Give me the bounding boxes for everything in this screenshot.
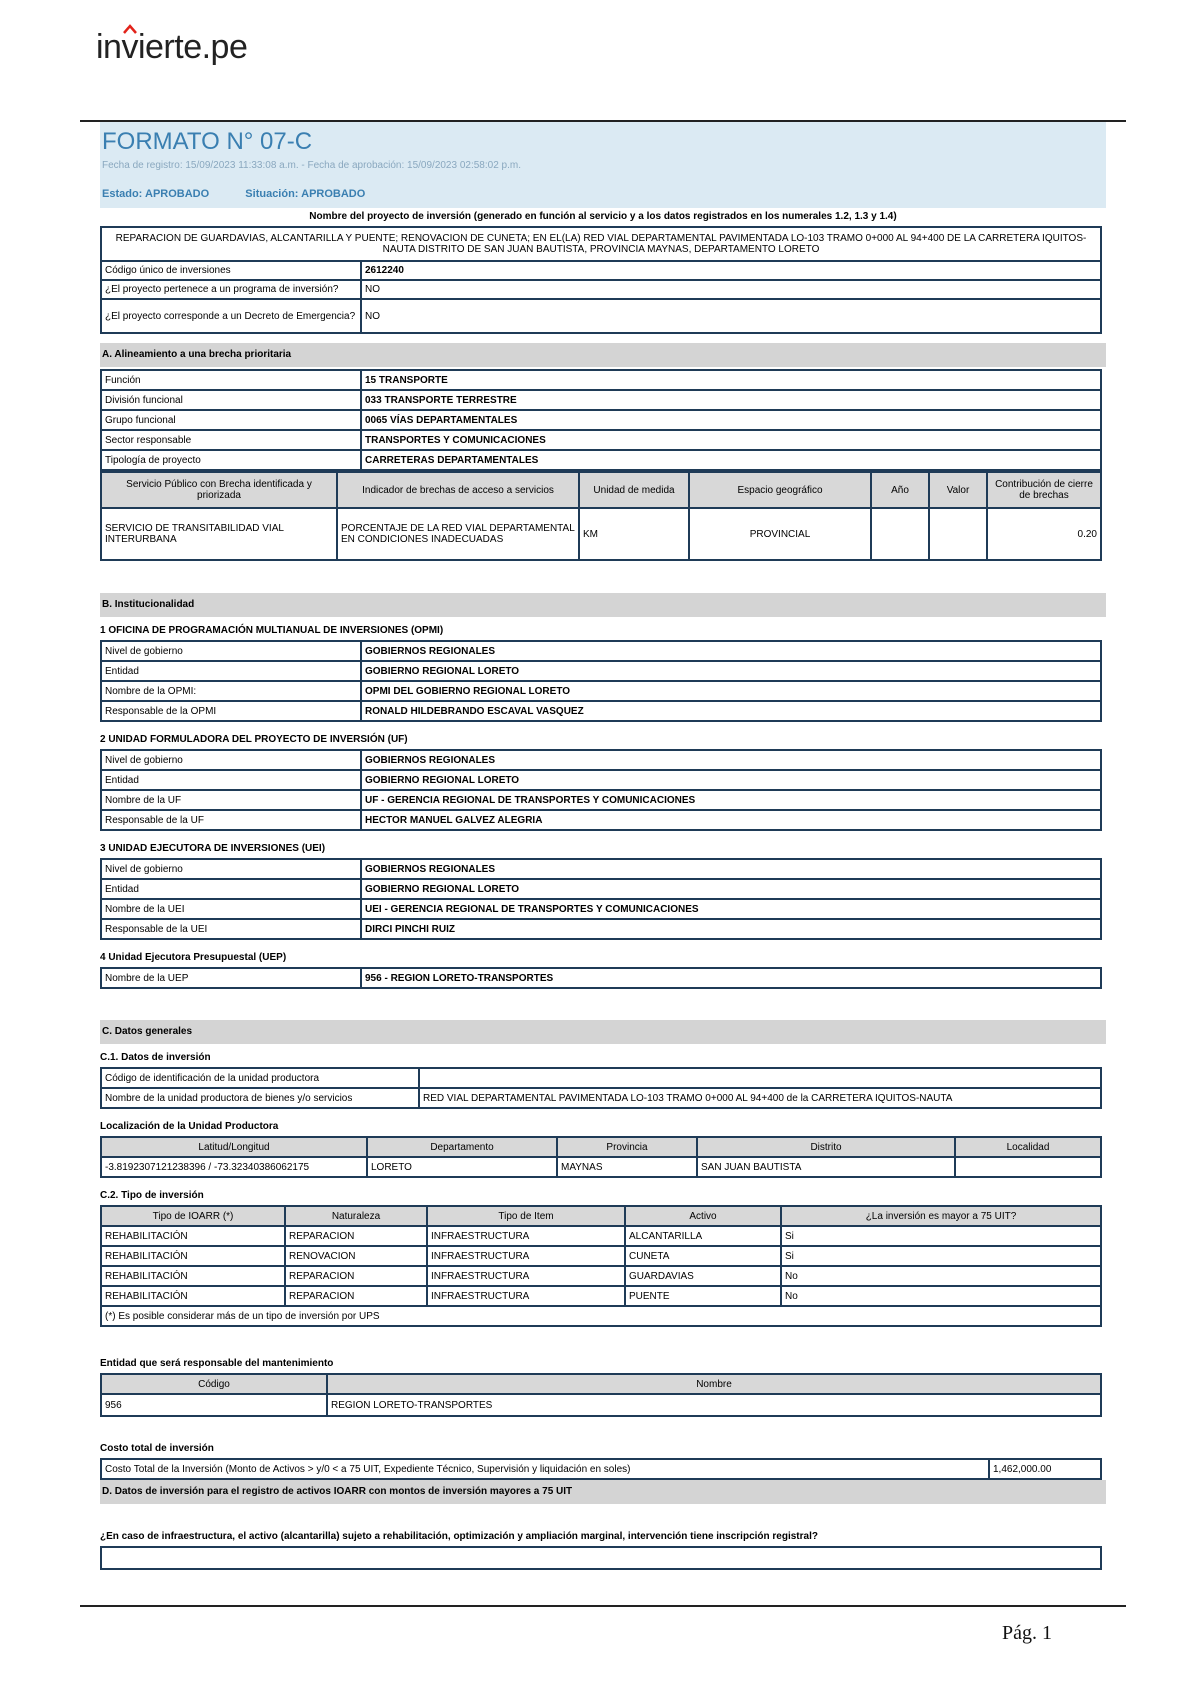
uf-title: 2 UNIDAD FORMULADORA DEL PROYECTO DE INVERSIÓN (UF) [100, 734, 408, 745]
table-header-cell: Servicio Público con Brecha identificada y priorizada [101, 472, 337, 508]
logo-chevron-icon [123, 24, 137, 34]
table-cell: DIRCI PINCHI RUIZ [361, 919, 1101, 939]
table-cell: PUENTE [625, 1286, 781, 1306]
table-header-cell: Indicador de brechas de acceso a servicios [337, 472, 579, 508]
table-row [101, 681, 1101, 701]
table-cell: División funcional [101, 390, 361, 410]
status-line: Estado: APROBADO Situación: APROBADO [102, 188, 366, 200]
estado-value: APROBADO [145, 188, 210, 200]
table-cell: GOBIERNO REGIONAL LORETO [361, 661, 1101, 681]
c2-title: C.2. Tipo de inversión [100, 1190, 204, 1201]
table-row [101, 1088, 1101, 1108]
table-header-cell: Naturaleza [285, 1206, 427, 1226]
costo-total-title: Costo total de inversión [100, 1443, 214, 1454]
table-cell: REHABILITACIÓN [101, 1286, 285, 1306]
section-d-title: D. Datos de inversión para el registro de activos IOARR con montos de inversión mayores a 75 UIT [100, 1480, 1106, 1504]
table-cell: GOBIERNOS REGIONALES [361, 750, 1101, 770]
section-c-title: C. Datos generales [100, 1020, 1106, 1044]
table-cell: No [781, 1266, 1101, 1286]
table-cell [871, 508, 929, 560]
table-cell: KM [579, 508, 689, 560]
table-cell: GOBIERNO REGIONAL LORETO [361, 770, 1101, 790]
uei-title: 3 UNIDAD EJECUTORA DE INVERSIONES (UEI) [100, 843, 326, 854]
situacion-value: APROBADO [301, 188, 366, 200]
table-row [101, 1547, 1101, 1569]
table-row [101, 790, 1101, 810]
uf-table [100, 749, 1102, 831]
table-row [101, 1246, 1101, 1266]
table-cell: 2612240 [361, 261, 1101, 280]
table-cell: RENOVACION [285, 1246, 427, 1266]
table-row [101, 508, 1101, 560]
section-d-answer [101, 1547, 1101, 1569]
section-a-title: A. Alineamiento a una brecha prioritaria [100, 343, 1106, 367]
table-row [101, 410, 1101, 430]
table-cell: REPARACION [285, 1286, 427, 1306]
project-name: REPARACION DE GUARDAVIAS, ALCANTARILLA Y PUENTE; RENOVACION DE CUNETA; EN EL(LA) RED VIAL DEPARTAMENTAL PAVIMENTADA LO-103 TRAMO 0+000 AL 94+400 DE LA CARRETERA IQUITOS-NAUTA DISTRITO DE SAN JUAN BAUTISTA, PROVINCIA MAYNAS, DEPARTAMENTO LORETO [101, 227, 1101, 261]
bottom-rule [80, 1605, 1126, 1607]
entidad-mantenimiento-table [100, 1373, 1102, 1417]
table-cell: Sector responsable [101, 430, 361, 450]
table-header-cell: Departamento [367, 1137, 557, 1157]
table-cell: OPMI DEL GOBIERNO REGIONAL LORETO [361, 681, 1101, 701]
brecha-table [100, 471, 1102, 561]
table-cell: Responsable de la UEI [101, 919, 361, 939]
table-header-cell: Código [101, 1374, 327, 1394]
table-cell: TRANSPORTES Y COMUNICACIONES [361, 430, 1101, 450]
table-cell: Nivel de gobierno [101, 641, 361, 661]
table-cell [929, 508, 987, 560]
table-row [101, 472, 1101, 508]
project-general-table [100, 226, 1102, 334]
table-cell: CARRETERAS DEPARTAMENTALES [361, 450, 1101, 470]
table-cell: SERVICIO DE TRANSITABILIDAD VIAL INTERURBANA [101, 508, 337, 560]
table-cell: Nombre de la UEP [101, 968, 361, 988]
localizacion-title: Localización de la Unidad Productora [100, 1121, 279, 1132]
table-row [101, 450, 1101, 470]
table-row [101, 641, 1101, 661]
invierte-pe-logo: inv ierte.pe [96, 28, 247, 67]
table-cell: Responsable de la UF [101, 810, 361, 830]
table-header-cell: Tipo de IOARR (*) [101, 1206, 285, 1226]
entidad-mantenimiento-title: Entidad que será responsable del mantenimiento [100, 1358, 334, 1369]
uei-table [100, 858, 1102, 940]
table-cell: Grupo funcional [101, 410, 361, 430]
format-title: FORMATO N° 07-C [102, 128, 313, 155]
table-row [101, 1374, 1101, 1394]
table-cell: 956 [101, 1394, 327, 1416]
table-header-cell: Activo [625, 1206, 781, 1226]
table-cell: REHABILITACIÓN [101, 1246, 285, 1266]
table-header-cell: Tipo de Item [427, 1206, 625, 1226]
table-cell: -3.8192307121238396 / -73.32340386062175 [101, 1157, 367, 1177]
table-cell [955, 1157, 1101, 1177]
table-row [101, 1286, 1101, 1306]
c1-title: C.1. Datos de inversión [100, 1052, 211, 1063]
costo-total-table [100, 1458, 1102, 1480]
table-header-cell: Contribución de cierre de brechas [987, 472, 1101, 508]
table-cell: No [781, 1286, 1101, 1306]
table-row [101, 227, 1101, 261]
table-cell: GUARDAVIAS [625, 1266, 781, 1286]
table-cell: REPARACION [285, 1266, 427, 1286]
table-row [101, 261, 1101, 280]
table-cell: MAYNAS [557, 1157, 697, 1177]
table-cell: NO [361, 299, 1101, 333]
table-cell: Entidad [101, 770, 361, 790]
table-cell: HECTOR MANUEL GALVEZ ALEGRIA [361, 810, 1101, 830]
table-cell: ALCANTARILLA [625, 1226, 781, 1246]
table-row [101, 299, 1101, 333]
table-cell: UF - GERENCIA REGIONAL DE TRANSPORTES Y COMUNICACIONES [361, 790, 1101, 810]
table-cell: Nombre de la unidad productora de bienes y/o servicios [101, 1088, 419, 1108]
table-row [101, 1068, 1101, 1088]
table-header-cell: ¿La inversión es mayor a 75 UIT? [781, 1206, 1101, 1226]
section-d-answer-table [100, 1546, 1102, 1570]
table-cell: REHABILITACIÓN [101, 1226, 285, 1246]
table-cell: ¿El proyecto pertenece a un programa de inversión? [101, 280, 361, 299]
table-row [101, 1394, 1101, 1416]
table-cell: RONALD HILDEBRANDO ESCAVAL VASQUEZ [361, 701, 1101, 721]
table-row [101, 859, 1101, 879]
localizacion-table [100, 1136, 1102, 1178]
table-cell: NO [361, 280, 1101, 299]
table-cell: CUNETA [625, 1246, 781, 1266]
table-header-cell: Provincia [557, 1137, 697, 1157]
costo-total-value: 1,462,000.00 [989, 1459, 1101, 1479]
table-cell: Nivel de gobierno [101, 859, 361, 879]
table-cell: GOBIERNOS REGIONALES [361, 641, 1101, 661]
table-header-cell: Unidad de medida [579, 472, 689, 508]
table-cell: Entidad [101, 661, 361, 681]
table-row [101, 899, 1101, 919]
table-cell: 0.20 [987, 508, 1101, 560]
page-number: Pág. 1 [1002, 1622, 1052, 1644]
table-cell: ¿El proyecto corresponde a un Decreto de Emergencia? [101, 299, 361, 333]
table-cell: Costo Total de la Inversión (Monto de Activos > y/0 < a 75 UIT, Expediente Técnico, Supervisión y liquidación en soles) [101, 1459, 989, 1479]
table-row [101, 1226, 1101, 1246]
table-cell: 956 - REGION LORETO-TRANSPORTES [361, 968, 1101, 988]
table-row [101, 701, 1101, 721]
table-cell: Nivel de gobierno [101, 750, 361, 770]
table-cell: REHABILITACIÓN [101, 1266, 285, 1286]
format-header [100, 122, 1106, 208]
table-cell: Entidad [101, 879, 361, 899]
opmi-table [100, 640, 1102, 722]
table-row [101, 919, 1101, 939]
table-row [101, 770, 1101, 790]
table-row [101, 879, 1101, 899]
table-cell: Tipología de proyecto [101, 450, 361, 470]
table-row [101, 1137, 1101, 1157]
ioarr-note: (*) Es posible considerar más de un tipo de inversión por UPS [101, 1306, 1101, 1326]
table-cell: INFRAESTRUCTURA [427, 1246, 625, 1266]
table-header-cell: Distrito [697, 1137, 955, 1157]
table-row [101, 968, 1101, 988]
table-cell: Código único de inversiones [101, 261, 361, 280]
table-cell: Nombre de la UF [101, 790, 361, 810]
table-header-cell: Año [871, 472, 929, 508]
table-cell: Función [101, 370, 361, 390]
project-name-caption: Nombre del proyecto de inversión (generado en función al servicio y a los datos registrados en los numerales 1.2, 1.3 y 1.4) [309, 211, 897, 222]
table-row [101, 1459, 1101, 1479]
table-row [101, 1266, 1101, 1286]
table-cell: REGION LORETO-TRANSPORTES [327, 1394, 1101, 1416]
table-cell: Si [781, 1226, 1101, 1246]
section-d-question: ¿En caso de infraestructura, el activo (alcantarilla) sujeto a rehabilitación, optimización y ampliación marginal, intervención tiene inscripción registral? [100, 1531, 818, 1542]
section-b-title: B. Institucionalidad [100, 593, 1106, 617]
table-header-cell: Espacio geográfico [689, 472, 871, 508]
table-row [101, 750, 1101, 770]
table-cell: 15 TRANSPORTE [361, 370, 1101, 390]
table-cell: Nombre de la UEI [101, 899, 361, 919]
table-cell: LORETO [367, 1157, 557, 1177]
table-row [101, 1206, 1101, 1226]
table-row [101, 1306, 1101, 1326]
tipo-inversion-table [100, 1205, 1102, 1327]
table-cell: REPARACION [285, 1226, 427, 1246]
table-cell: SAN JUAN BAUTISTA [697, 1157, 955, 1177]
table-cell [419, 1068, 1101, 1088]
table-header-cell: Valor [929, 472, 987, 508]
table-row [101, 661, 1101, 681]
alignment-table [100, 369, 1102, 471]
table-cell: PROVINCIAL [689, 508, 871, 560]
table-cell: Si [781, 1246, 1101, 1266]
c1-table [100, 1067, 1102, 1109]
table-cell: GOBIERNO REGIONAL LORETO [361, 879, 1101, 899]
table-cell: GOBIERNOS REGIONALES [361, 859, 1101, 879]
table-row [101, 430, 1101, 450]
table-cell: INFRAESTRUCTURA [427, 1266, 625, 1286]
table-cell: Nombre de la OPMI: [101, 681, 361, 701]
table-cell: INFRAESTRUCTURA [427, 1286, 625, 1306]
table-cell: UEI - GERENCIA REGIONAL DE TRANSPORTES Y COMUNICACIONES [361, 899, 1101, 919]
table-header-cell: Latitud/Longitud [101, 1137, 367, 1157]
table-header-cell: Localidad [955, 1137, 1101, 1157]
table-row [101, 280, 1101, 299]
opmi-title: 1 OFICINA DE PROGRAMACIÓN MULTIANUAL DE INVERSIONES (OPMI) [100, 625, 444, 636]
uep-title: 4 Unidad Ejecutora Presupuestal (UEP) [100, 952, 287, 963]
table-cell: Código de identificación de la unidad productora [101, 1068, 419, 1088]
table-row [101, 370, 1101, 390]
table-cell: Responsable de la OPMI [101, 701, 361, 721]
table-row [101, 810, 1101, 830]
uep-table [100, 967, 1102, 989]
table-cell: RED VIAL DEPARTAMENTAL PAVIMENTADA LO-103 TRAMO 0+000 AL 94+400 de la CARRETERA IQUITOS-NAUTA [419, 1088, 1101, 1108]
table-cell: PORCENTAJE DE LA RED VIAL DEPARTAMENTAL EN CONDICIONES INADECUADAS [337, 508, 579, 560]
registration-dates: Fecha de registro: 15/09/2023 11:33:08 a.m. - Fecha de aprobación: 15/09/2023 02:58:02 p.m. [102, 160, 521, 171]
table-cell: INFRAESTRUCTURA [427, 1226, 625, 1246]
table-row [101, 390, 1101, 410]
table-row [101, 1157, 1101, 1177]
table-cell: 033 TRANSPORTE TERRESTRE [361, 390, 1101, 410]
table-header-cell: Nombre [327, 1374, 1101, 1394]
table-cell: 0065 VÍAS DEPARTAMENTALES [361, 410, 1101, 430]
